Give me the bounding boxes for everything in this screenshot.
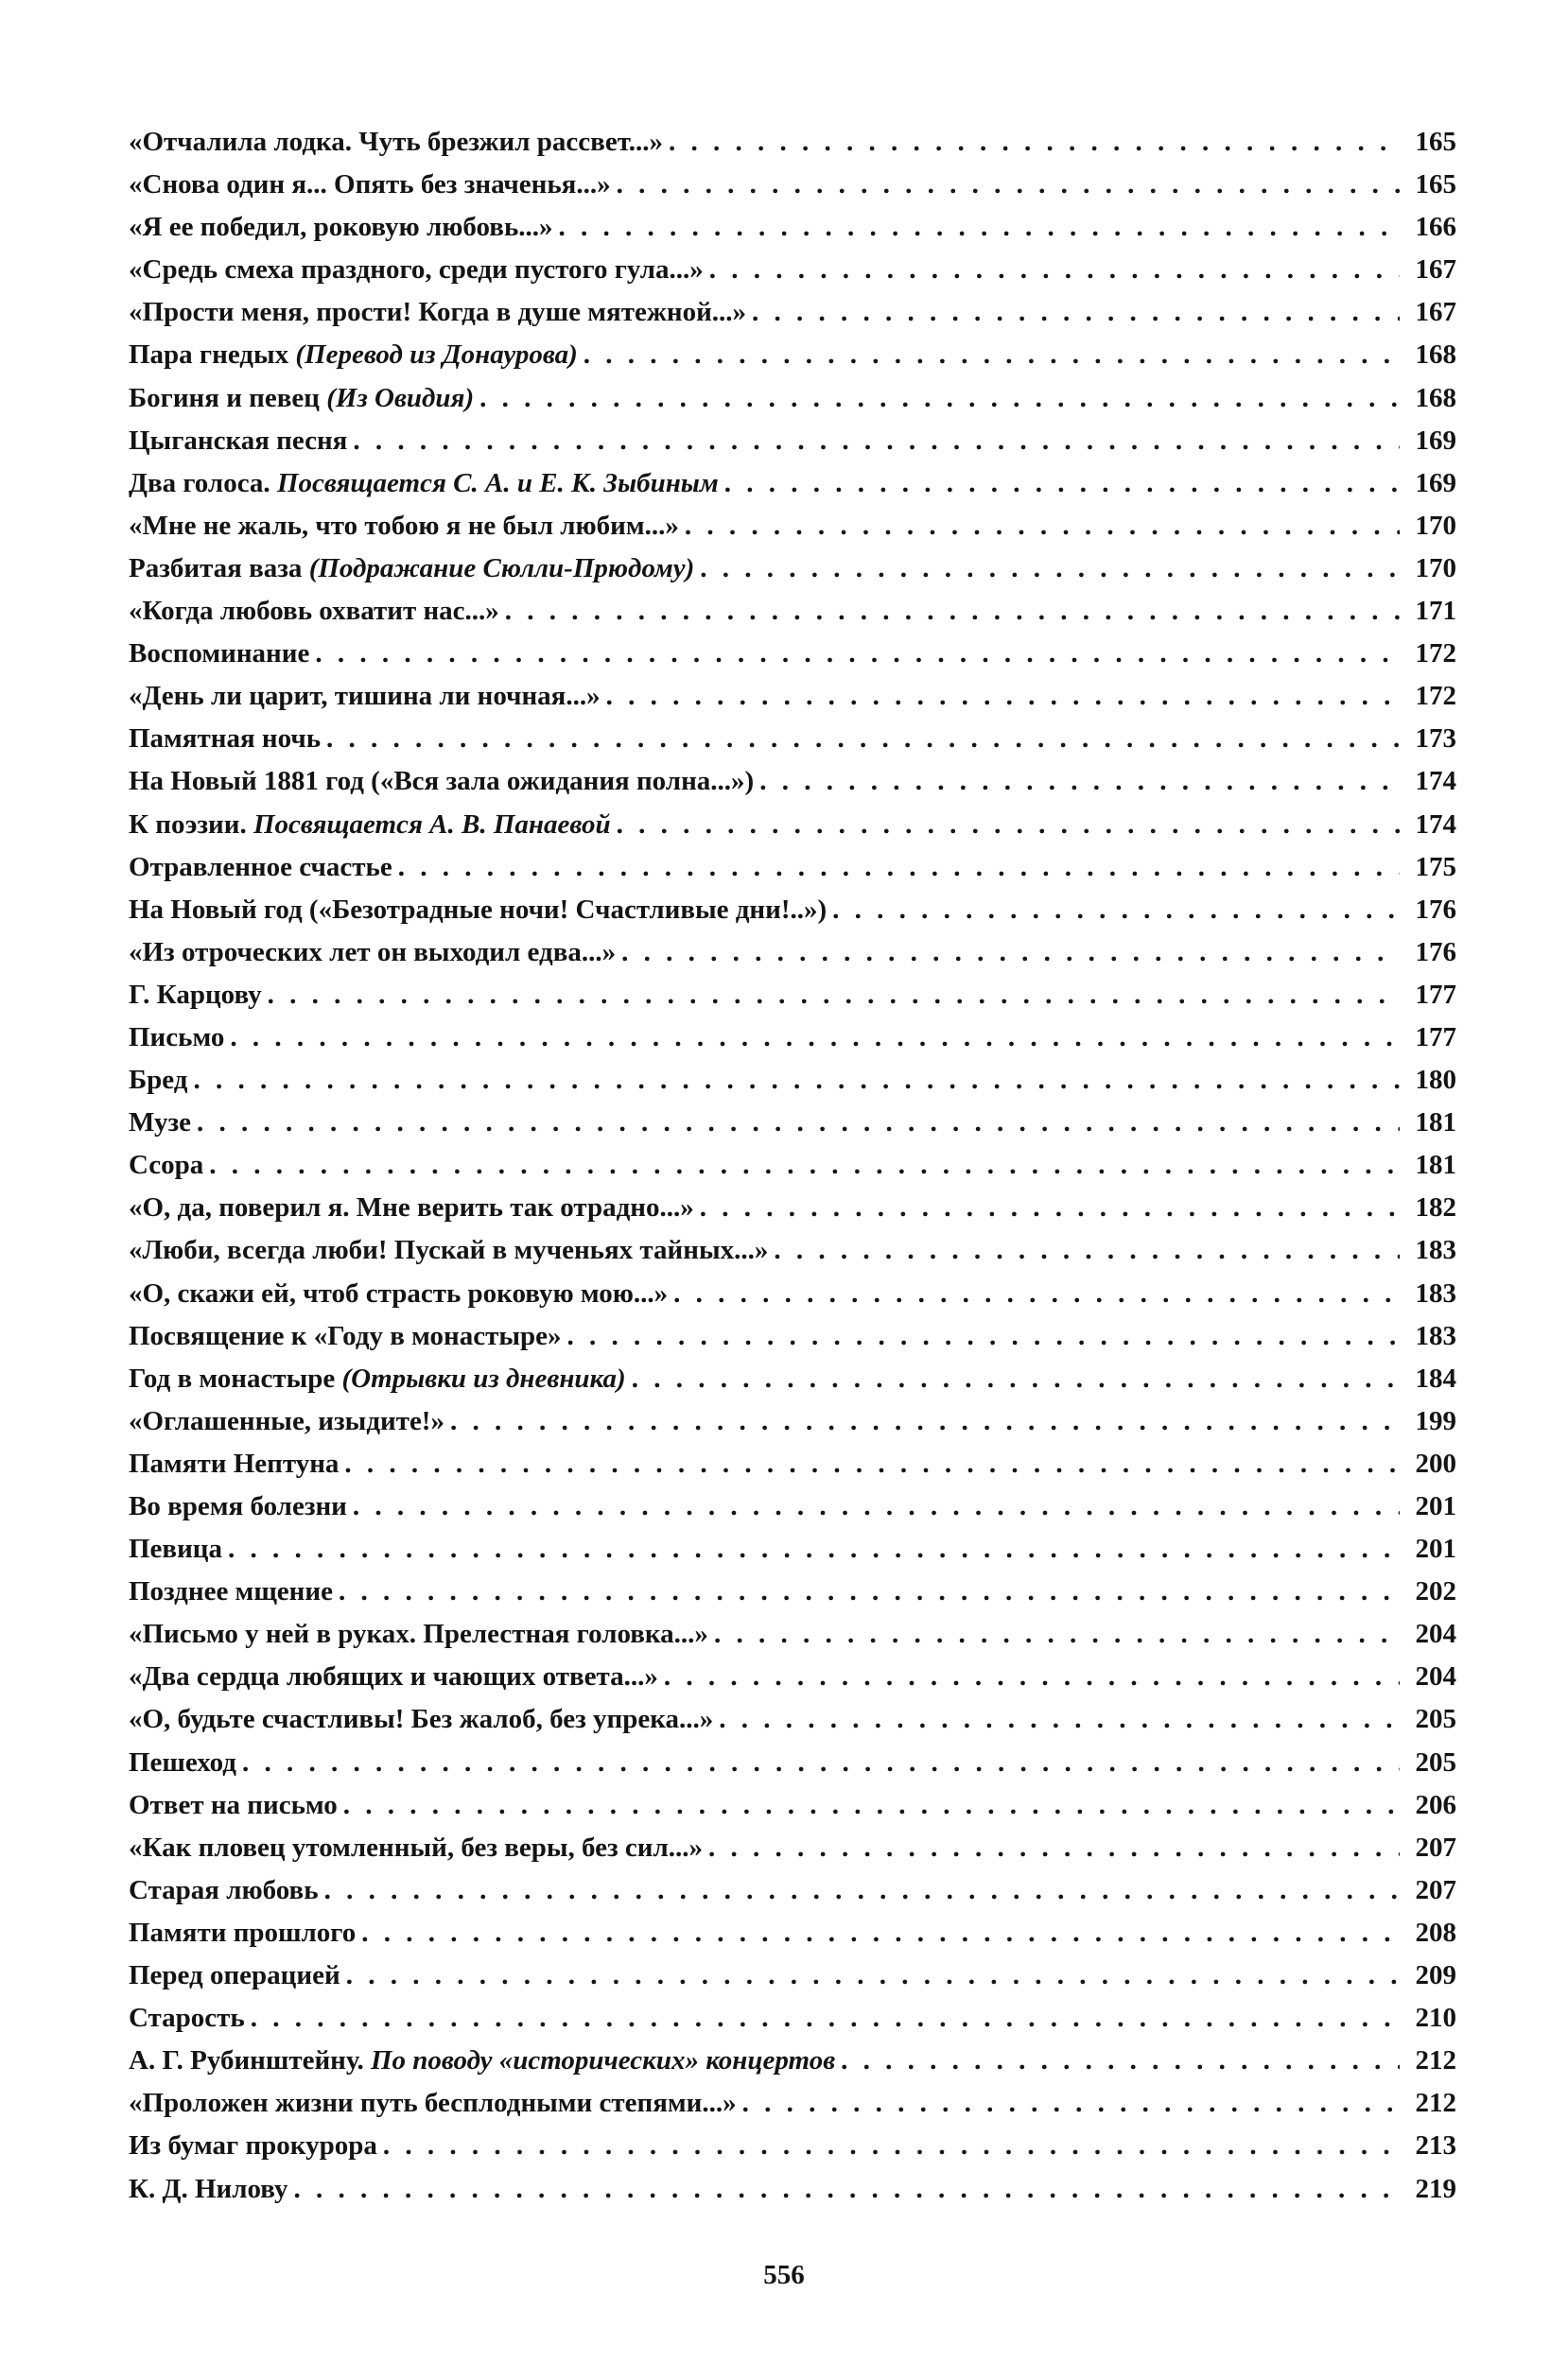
entry-title [129,1613,714,1656]
entry-title-text: Перед операцией [129,1960,340,1991]
entry-title-text: «Мне не жаль, что тобою я не был любим...» [129,510,679,541]
entry-title [129,505,685,547]
entry-title-text: Позднее мщение [129,1576,333,1607]
table-of-contents [129,121,1456,2211]
entry-page-number: 184 [1415,1363,1456,1394]
toc-entry [129,1656,1456,1698]
toc-entry [129,2168,1456,2211]
entry-title [129,590,505,633]
entry-subtitle: (Отрывки из дневника) [341,1363,626,1394]
entry-subtitle: Посвящается А. В. Панаевой [253,808,611,840]
dot-leader [714,1613,1400,1656]
toc-entry [129,1102,1456,1144]
toc-entry [129,547,1456,590]
entry-title [129,547,700,590]
toc-entry [129,846,1456,889]
entry-page-number: 205 [1415,1746,1456,1778]
dot-leader [841,2040,1400,2082]
entry-page-number: 182 [1415,1192,1456,1224]
entry-title-text: «Средь смеха праздного, среди пустого гула...» [129,254,704,286]
entry-title [129,1102,197,1144]
toc-entry [129,291,1456,334]
toc-entry [129,974,1456,1016]
entry-title [129,249,709,291]
toc-entry [129,1144,1456,1187]
dot-leader [664,1656,1400,1698]
entry-page-number: 171 [1415,596,1456,627]
toc-entry [129,1954,1456,1997]
entry-title [129,1400,450,1443]
toc-entry [129,675,1456,718]
dot-leader [383,2125,1400,2167]
dot-leader [230,1016,1400,1059]
toc-entry [129,505,1456,547]
entry-title [129,334,584,376]
entry-page-number: 183 [1415,1277,1456,1309]
dot-leader [709,249,1400,291]
dot-leader [700,547,1400,590]
entry-title [129,2125,383,2167]
entry-title-text: «Прости меня, прости! Когда в душе мятежной...» [129,297,747,328]
entry-title [129,1997,251,2040]
toc-entry [129,1742,1456,1784]
entry-title-text: «Я ее победил, роковую любовь...» [129,212,553,243]
entry-title [129,931,621,974]
dot-leader [479,377,1400,420]
dot-leader [606,675,1400,718]
entry-page-number: 212 [1415,2088,1456,2119]
entry-title-text: Цыганская песня [129,425,348,456]
toc-entry [129,1358,1456,1400]
dot-leader [742,2082,1400,2125]
entry-page-number: 167 [1415,297,1456,328]
toc-entry [129,1784,1456,1827]
entry-title-text: «О, скажи ей, чтоб страсть роковую мою...» [129,1277,669,1309]
entry-page-number: 173 [1415,723,1456,755]
entry-title [129,1144,209,1187]
dot-leader [708,1827,1400,1869]
entry-title [129,1187,700,1229]
entry-title-text: Богиня и певец [129,382,320,413]
entry-title-text: Памяти Нептуна [129,1448,340,1479]
entry-page-number: 205 [1415,1704,1456,1735]
dot-leader [361,1912,1400,1954]
entry-page-number: 169 [1415,425,1456,456]
entry-title [129,1869,324,1912]
entry-page-number: 174 [1415,808,1456,840]
dot-leader [209,1144,1400,1187]
entry-page-number: 176 [1415,894,1456,925]
entry-title-text: Старая любовь [129,1874,319,1905]
entry-page-number: 201 [1415,1491,1456,1521]
entry-title [129,974,268,1016]
toc-entry [129,1485,1456,1528]
entry-title [129,718,326,760]
entry-page-number: 180 [1415,1065,1456,1096]
entry-title-text: «Отчалила лодка. Чуть брезжил рассвет...» [129,127,664,157]
entry-page-number: 172 [1415,638,1456,669]
entry-title [129,291,752,334]
entry-title-text: Воспоминание [129,638,310,669]
dot-leader [242,1742,1400,1784]
entry-page-number: 165 [1415,127,1456,157]
dot-leader [685,505,1400,547]
toc-entry [129,206,1456,249]
entry-title [129,804,617,846]
dot-leader [293,2168,1400,2211]
entry-title-text: Разбитая ваза [129,552,303,583]
entry-page-number: 183 [1415,1320,1456,1351]
toc-entry [129,931,1456,974]
entry-title-text: Певица [129,1534,223,1565]
toc-entry [129,462,1456,505]
entry-title-text: Ответ на письмо [129,1789,338,1820]
entry-page-number: 201 [1415,1534,1456,1565]
dot-leader [353,1485,1400,1528]
entry-page-number: 167 [1415,254,1456,286]
entry-title-text: «День ли царит, тишина ли ночная...» [129,681,601,712]
entry-title [129,1571,339,1613]
entry-page-number: 207 [1415,1874,1456,1905]
entry-page-number: 210 [1415,2003,1456,2034]
entry-title [129,121,669,164]
dot-leader [724,462,1400,505]
entry-page-number: 176 [1415,936,1456,967]
entry-title [129,1443,344,1485]
toc-entry [129,1997,1456,2040]
entry-title [129,1229,774,1272]
dot-leader [450,1400,1400,1443]
entry-title [129,760,759,803]
toc-entry [129,1273,1456,1315]
dot-leader [621,931,1400,974]
entry-title [129,1656,664,1698]
dot-leader [700,1187,1400,1229]
entry-page-number: 170 [1415,552,1456,583]
dot-leader [832,889,1400,931]
entry-page-number: 165 [1415,169,1456,200]
toc-entry [129,121,1456,164]
entry-title-text: Пешеход [129,1746,236,1778]
entry-title [129,462,724,505]
entry-title [129,633,315,675]
dot-leader [324,1869,1400,1912]
entry-title [129,1954,346,1997]
entry-title [129,1528,228,1571]
entry-page-number: 166 [1415,212,1456,243]
entry-title-text: Пара гнедых [129,339,289,371]
entry-page-number: 177 [1415,1021,1456,1052]
dot-leader [228,1528,1400,1571]
toc-entry [129,633,1456,675]
dot-leader [197,1102,1400,1144]
entry-title [129,164,617,206]
toc-entry [129,1315,1456,1358]
entry-title-text: «Проложен жизни путь бесплодными степями...» [129,2088,737,2119]
dot-leader [344,1443,1400,1485]
dot-leader [719,1698,1400,1741]
entry-page-number: 168 [1415,339,1456,371]
toc-entry [129,334,1456,376]
dot-leader [315,633,1400,675]
entry-title [129,1059,193,1102]
toc-entry [129,1698,1456,1741]
entry-title-text: Ссора [129,1150,204,1181]
toc-entry [129,760,1456,803]
toc-entry [129,1187,1456,1229]
dot-leader [632,1358,1400,1400]
entry-title-text: «Письмо у ней в руках. Прелестная головка...» [129,1619,708,1650]
entry-title-text: Г. Карцову [129,979,262,1010]
entry-title [129,2082,742,2125]
dot-leader [398,846,1400,889]
dot-leader [567,1315,1401,1358]
entry-title [129,2040,841,2082]
entry-title [129,1273,673,1315]
entry-title-text: «Два сердца любящих и чающих ответа...» [129,1661,658,1693]
entry-page-number: 204 [1415,1619,1456,1650]
entry-title-text: «Снова один я... Опять без значенья...» [129,169,611,200]
toc-entry [129,1400,1456,1443]
dot-leader [251,1997,1400,2040]
entry-title-text: К поэзии. [129,808,247,840]
entry-title-text: А. Г. Рубинштейну. [129,2045,364,2076]
toc-entry [129,1613,1456,1656]
entry-title [129,1912,361,1954]
entry-title-text: Музе [129,1107,192,1138]
entry-title [129,1827,708,1869]
entry-title-text: На Новый 1881 год («Вся зала ожидания полна...») [129,766,755,797]
toc-entry [129,420,1456,462]
entry-title [129,420,353,462]
entry-page-number: 172 [1415,681,1456,712]
entry-subtitle: Посвящается С. А. и Е. К. Зыбиным [276,467,719,498]
entry-title [129,1358,632,1400]
dot-leader [559,206,1400,249]
entry-title-text: Бред [129,1065,188,1096]
toc-entry [129,377,1456,420]
entry-title [129,377,479,420]
dot-leader [752,291,1400,334]
entry-page-number: 213 [1415,2130,1456,2162]
dot-leader [346,1954,1400,1997]
entry-subtitle: (Перевод из Донаурова) [295,339,578,371]
toc-entry [129,804,1456,846]
entry-page-number: 170 [1415,510,1456,541]
entry-title-text: Памятная ночь [129,723,322,755]
dot-leader [339,1571,1400,1613]
dot-leader [759,760,1400,803]
entry-page-number: 177 [1415,979,1456,1010]
entry-title [129,1315,567,1358]
dot-leader [326,718,1400,760]
entry-title-text: Во время болезни [129,1491,347,1521]
entry-subtitle: (Подражание Сюлли-Прюдому) [308,552,695,583]
entry-page-number: 207 [1415,1832,1456,1863]
entry-title-text: «Как пловец утомленный, без веры, без сил...» [129,1832,704,1863]
entry-page-number: 181 [1415,1150,1456,1181]
entry-title-text: «Когда любовь охватит нас...» [129,596,499,627]
entry-title [129,1016,230,1059]
dot-leader [669,121,1400,164]
entry-title [129,206,559,249]
entry-title-text: «Из отроческих лет он выходил едва...» [129,936,617,967]
dot-leader [617,804,1400,846]
entry-title [129,889,832,931]
toc-entry [129,1912,1456,1954]
dot-leader [193,1059,1400,1102]
entry-title [129,846,398,889]
toc-entry [129,1827,1456,1869]
entry-title [129,675,606,718]
entry-subtitle: (Из Овидия) [326,382,475,413]
entry-page-number: 168 [1415,382,1456,413]
entry-page-number: 202 [1415,1576,1456,1607]
toc-entry [129,2040,1456,2082]
toc-entry [129,718,1456,760]
entry-title-text: Письмо [129,1021,225,1052]
entry-title-text: «О, да, поверил я. Мне верить так отрадно...» [129,1192,694,1224]
entry-page-number: 219 [1415,2173,1456,2204]
entry-page-number: 174 [1415,766,1456,797]
entry-title-text: Посвящение к «Году в монастыре» [129,1320,562,1351]
entry-page-number: 206 [1415,1789,1456,1820]
toc-entry [129,2125,1456,2167]
entry-page-number: 169 [1415,467,1456,498]
entry-title-text: Отравленное счастье [129,851,392,882]
entry-subtitle: По поводу «исторических» концертов [371,2045,836,2076]
page-number: 556 [763,2260,805,2290]
toc-entry [129,1869,1456,1912]
dot-leader [774,1229,1400,1272]
dot-leader [584,334,1400,376]
toc-entry [129,1528,1456,1571]
toc-entry [129,590,1456,633]
entry-page-number: 200 [1415,1448,1456,1479]
entry-title-text: «Оглашенные, изыдите!» [129,1405,444,1436]
entry-page-number: 183 [1415,1235,1456,1266]
entry-title [129,1784,343,1827]
entry-title-text: Из бумаг прокурора [129,2130,377,2162]
entry-title [129,2168,293,2211]
entry-title [129,1698,719,1741]
dot-leader [617,164,1400,206]
dot-leader [673,1273,1400,1315]
entry-title-text: Два голоса. [129,467,270,498]
entry-title-text: Памяти прошлого [129,1917,357,1948]
toc-entry [129,1229,1456,1272]
entry-title-text: «О, будьте счастливы! Без жалоб, без упрека...» [129,1704,714,1735]
entry-page-number: 209 [1415,1960,1456,1991]
toc-entry [129,1016,1456,1059]
dot-leader [505,590,1400,633]
entry-title-text: Год в монастыре [129,1363,336,1394]
entry-page-number: 208 [1415,1917,1456,1948]
entry-page-number: 204 [1415,1661,1456,1693]
toc-entry [129,1059,1456,1102]
entry-title-text: Старость [129,2003,245,2034]
entry-page-number: 181 [1415,1107,1456,1138]
toc-entry [129,2082,1456,2125]
toc-entry [129,164,1456,206]
entry-page-number: 199 [1415,1405,1456,1436]
dot-leader [353,420,1400,462]
toc-entry [129,1443,1456,1485]
entry-title-text: На Новый год («Безотрадные ночи! Счастливые дни!..») [129,894,828,925]
entry-page-number: 175 [1415,851,1456,882]
entry-title [129,1742,242,1784]
dot-leader [343,1784,1400,1827]
entry-title-text: «Люби, всегда люби! Пускай в мученьях тайных...» [129,1235,769,1266]
entry-page-number: 212 [1415,2045,1456,2076]
toc-entry [129,1571,1456,1613]
toc-entry [129,889,1456,931]
entry-title [129,1485,353,1528]
entry-title-text: К. Д. Нилову [129,2173,288,2204]
dot-leader [268,974,1400,1016]
toc-entry [129,249,1456,291]
